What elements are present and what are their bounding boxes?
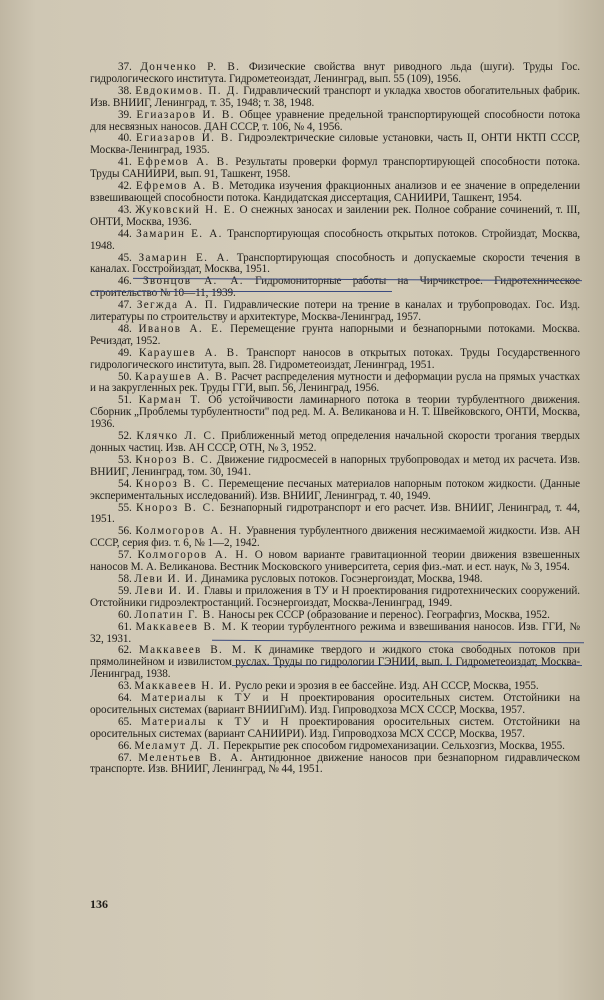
reference-text: Безнапорный гидротранспорт и его расчет. Изв. ВНИИГ, Ленинград, т. 44, 1951. bbox=[90, 501, 580, 526]
reference-number: 65 bbox=[118, 715, 129, 728]
reference-number: 61 bbox=[118, 620, 129, 633]
reference-entry: 37. Донченко Р. В. Физические свойства внут риводного льда (шуги). Труды Гос. гидрологического института. Гидрометеоиздат, Ленинград, вып. 55 (109), 1956. bbox=[90, 61, 580, 85]
reference-text: Транспортирующая способность открытых потоков. Стройиздат, Москва, 1948. bbox=[90, 227, 581, 252]
reference-author: Кнороз В. С. bbox=[135, 501, 216, 514]
reference-entry: 42. Ефремов А. В. Методика изучения фракционных анализов и ее значение в определении взвешивающей способности потока. Кандидатская диссертация, САНИИРИ, Ташкент, 1954. bbox=[90, 180, 580, 204]
reference-author: Зегжда А. П. bbox=[136, 299, 219, 312]
reference-text: Гидравлические потери на трение в каналах и трубопроводах. Гос. Изд. литературы по строительству и архитектуре, Москва-Ленинград, 1957. bbox=[90, 299, 580, 324]
reference-entry: 61. Маккавеев В. М. К теории турбулентного режима и взвешивания наносов. Изв. ГГИ, № 32, 1931. bbox=[90, 620, 580, 645]
reference-text: Перемещение грунта напорными и безнапорными потоками. Москва. Речиздат, 1952. bbox=[90, 322, 580, 347]
reference-author: Евдокимов. П. Д. bbox=[135, 84, 240, 97]
reference-text: проектирования оросительных систем. Отстойники на оросительных системах (вариант САНИИРИ). Изд. Гипроводхоза МСХ СССР, Москва, 1957. bbox=[90, 715, 580, 740]
reference-text: Перекрытие рек способом гидромеханизации. Сельхозгиз, Москва, 1955. bbox=[223, 739, 565, 752]
reference-text: О снежных заносах и заилении рек. Полное собрание сочинений, т. III, ОНТИ, Москва, 1936. bbox=[90, 203, 580, 228]
reference-text: Русло реки и эрозия в ее бассейне. Изд. АН СССР, Москва, 1955. bbox=[234, 680, 539, 693]
reference-entry: 47. Зегжда А. П. Гидравлические потери на трение в каналах и трубопроводах. Гос. Изд. литературы по строительству и архитектуре, Москва-Ленинград, 1957. bbox=[90, 299, 580, 324]
reference-text: Расчет распределения мутности и деформации русла на прямых участках и на закругленных рек. Труды ГГИ, вып. 56, Ленинград, 1956. bbox=[90, 370, 580, 395]
reference-author: Донченко Р. В. bbox=[140, 61, 241, 73]
reference-text: Транспортирующая способность и допускаемые скорости течения в каналах. Госстройиздат, Москва, 1951. bbox=[90, 251, 581, 276]
reference-entry: 55. Кнороз В. С. Безнапорный гидротранспорт и его расчет. Изв. ВНИИГ, Ленинград, т. 44, 1951. bbox=[90, 501, 580, 526]
reference-text: Общее уравнение предельной транспортирующей способности потока для несвязных наносов. ДАН СССР, т. 106, № 4, 1956. bbox=[90, 108, 580, 133]
reference-number: 42 bbox=[118, 180, 129, 193]
reference-number: 37 bbox=[118, 61, 129, 73]
reference-number: 39 bbox=[118, 108, 129, 121]
reference-author: Караушев А. В. bbox=[138, 346, 240, 359]
reference-number: 51 bbox=[118, 394, 129, 407]
reference-entry: 51. Карман Т. Об устойчивости ламинарного потока в теории турбулентного движения. Сборник „Проблемы турбулентности" под ред. М. А. Великанова и Н. Т. Швейковского, ОНТИ, Москва, 1936. bbox=[90, 394, 580, 431]
reference-number: 46 bbox=[118, 275, 129, 288]
reference-number: 44 bbox=[118, 227, 129, 240]
reference-entry: 58. Леви И. И. Динамика русловых потоков. Госэнергоиздат, Москва, 1948. bbox=[118, 572, 483, 585]
reference-text: Приближенный метод определения начальной скорости трогания твердых донных частиц. Изв. АН СССР, ОТН, № 3, 1952. bbox=[90, 430, 580, 454]
reference-entry: 57. Колмогоров А. Н. О новом варианте гравитационной теории движения взвешенных наносов М. А. Великанова. Вестник Московского университета, серия физ.-мат. и ест. наук, № 3, 1954. bbox=[90, 549, 580, 574]
reference-author: Клячко Л. С. bbox=[136, 430, 217, 443]
reference-number: 62 bbox=[118, 644, 129, 657]
reference-author: Ефремов А. В. bbox=[135, 180, 225, 193]
reference-number: 54 bbox=[118, 477, 129, 490]
reference-author: Карман Т. bbox=[138, 394, 202, 407]
reference-text: Движение гидросмесей в напорных трубопроводах и метод их расчета. Изв. ВНИИГ, Ленинград, том. 30, 1941. bbox=[90, 453, 580, 478]
reference-text: Транспорт наносов в открытых потоках. Труды Государственного гидрологического института, вып. 28. Гидрометеоиздат, Ленинград, 1951. bbox=[90, 346, 580, 371]
reference-text: проектирования оросительных систем. Отстойники на оросительных системах (вариант ВНИИГиМ). Изд. Гипроводхоза МСХ СССР, Москва, 1957. bbox=[90, 692, 580, 716]
reference-number: 53 bbox=[118, 453, 129, 466]
reference-author: Материалы к ТУ и Н bbox=[140, 715, 290, 728]
reference-entry: 62. Маккавеев В. М. К динамике твердого и жидкого стока свободных потоков при прямолинейном и извилистом руслах. Труды по гидрологии ГЭНИИ, вып. I. Гидрометеоиздат, Москва-Ленинград, 1938. bbox=[90, 644, 580, 681]
reference-text: К теории турбулентного режима и взвешивания наносов. Изв. ГГИ, № 32, 1931. bbox=[90, 620, 580, 645]
reference-number: 66 bbox=[118, 739, 129, 752]
reference-text: Гидравлический транспорт и укладка хвостов обогатительных фабрик. Изв. ВНИИГ, Ленинград, т. 35, 1948; т. 38, 1948. bbox=[90, 84, 580, 109]
reference-number: 47 bbox=[118, 299, 129, 312]
reference-number: 59 bbox=[118, 584, 129, 597]
reference-entry: 65. Материалы к ТУ и Н проектирования оросительных систем. Отстойники на оросительных системах (вариант САНИИРИ). Изд. Гипроводхоза МСХ СССР, Москва, 1957. bbox=[90, 715, 580, 740]
reference-entry: 63. Маккавеев Н. И. Русло реки и эрозия в ее бассейне. Изд. АН СССР, Москва, 1955. bbox=[118, 680, 539, 693]
reference-author: Маккавеев В. М. bbox=[138, 644, 248, 657]
page-number: 136 bbox=[90, 897, 108, 911]
pen-underline bbox=[91, 291, 392, 292]
reference-author: Жуковский Н. Е. bbox=[135, 203, 236, 216]
reference-number: 49 bbox=[118, 346, 129, 359]
reference-text: Методика изучения фракционных анализов и ее значение в определении взвешивающей способности потока. Кандидатская диссертация, САНИИРИ, Ташкент, 1954. bbox=[90, 180, 580, 204]
reference-number: 43 bbox=[118, 203, 129, 216]
reference-text: О новом варианте гравитационной теории движения взвешенных наносов М. А. Великанова. Вестник Московского университета, серия физ.-мат. и ест. наук, № 3, 1954. bbox=[90, 549, 580, 574]
reference-text: Гидромониторные работы на Чирчикстрое. Гидротехническое строительство № 10—11, 1939. bbox=[90, 275, 580, 300]
reference-entry: 60. Лопатин Г. В. Наносы рек СССР (образование и перенос). Географгиз, Москва, 1952. bbox=[118, 608, 550, 621]
reference-author: Караушев А. В. bbox=[135, 370, 228, 383]
reference-author: Мелентьев В. А. bbox=[138, 751, 244, 764]
reference-number: 40 bbox=[118, 132, 129, 145]
reference-author: Лопатин Г. В. bbox=[134, 608, 216, 621]
reference-entry: 45. Замарин Е. А. Транспортирующая способность и допускаемые скорости течения в каналах. Госстройиздат, Москва, 1951. bbox=[90, 251, 581, 276]
reference-number: 52 bbox=[118, 430, 129, 443]
pen-underline bbox=[232, 665, 582, 666]
reference-entry: 39. Егиазаров И. В. Общее уравнение предельной транспортирующей способности потока для несвязных наносов. ДАН СССР, т. 106, № 4, 1956. bbox=[90, 108, 580, 133]
reference-author: Леви И. И. bbox=[134, 572, 199, 585]
reference-entry: 56. Колмогоров А. Н. Уравнения турбулентного движения несжимаемой жидкости. Изв. АН СССР, серия физ. т. 6, № 1—2, 1942. bbox=[90, 525, 580, 550]
reference-number: 41 bbox=[118, 156, 129, 169]
reference-author: Кнороз В. С. bbox=[135, 453, 214, 466]
reference-number: 67 bbox=[118, 751, 129, 764]
reference-number: 56 bbox=[118, 525, 129, 538]
reference-entry: 54. Кнороз В. С. Перемещение песчаных материалов напорным потоком жидкости. (Данные экспериментальных исследований). Изв. ВНИИГ, Ленинград, т. 40, 1949. bbox=[90, 477, 580, 502]
reference-entry: 44. Замарин Е. А. Транспортирующая способность открытых потоков. Стройиздат, Москва, 1948. bbox=[90, 227, 581, 252]
reference-entry: 67. Мелентьев В. А. Антидюнное движение наносов при безнапорном гидравлическом транспорте. Изв. ВНИИГ, Ленинград, № 44, 1951. bbox=[90, 751, 580, 776]
reference-author: Маккавеев Н. И. bbox=[134, 680, 233, 693]
reference-text: Динамика русловых потоков. Госэнергоиздат, Москва, 1948. bbox=[201, 572, 483, 585]
reference-text: К динамике твердого и жидкого стока свободных потоков при прямолинейном и извилистом руслах. Труды по гидрологии ГЭНИИ, вып. I. Гидрометеоиздат, Москва-Ленинград, 1938. bbox=[90, 644, 580, 681]
reference-number: 60 bbox=[118, 608, 129, 621]
reference-number: 58 bbox=[118, 572, 129, 585]
reference-author: Меламут Д. Л. bbox=[134, 739, 221, 752]
reference-author: Леви И. И. bbox=[135, 584, 201, 597]
reference-author: Кнороз В. С. bbox=[135, 477, 215, 490]
reference-author: Замарин Е. А. bbox=[136, 227, 223, 240]
reference-number: 55 bbox=[118, 501, 129, 514]
reference-entry: 52. Клячко Л. С. Приближенный метод определения начальной скорости трогания твердых донных частиц. Изв. АН СССР, ОТН, № 3, 1952. bbox=[90, 430, 580, 454]
reference-entry: 38. Евдокимов. П. Д. Гидравлический транспорт и укладка хвостов обогатительных фабрик. Изв. ВНИИГ, Ленинград, т. 35, 1948; т. 38, 1948. bbox=[90, 84, 580, 109]
reference-text: Антидюнное движение наносов при безнапорном гидравлическом транспорте. Изв. ВНИИГ, Ленинград, № 44, 1951. bbox=[90, 751, 580, 776]
reference-author: Маккавеев В. М. bbox=[135, 620, 237, 633]
reference-author: Колмогоров А. Н. bbox=[135, 525, 243, 538]
reference-number: 63 bbox=[118, 680, 129, 693]
reference-entry: 46. Звонцов А. А. Гидромониторные работы на Чирчикстрое. Гидротехническое строительство № 10—11, 1939. bbox=[90, 275, 580, 300]
reference-entry: 50. Караушев А. В. Расчет распределения мутности и деформации русла на прямых участках и на закругленных рек. Труды ГГИ, вып. 56, Ленинград, 1956. bbox=[90, 370, 580, 395]
reference-number: 64 bbox=[118, 692, 129, 705]
reference-entry: 40. Егиазаров И. В. Гидроэлектрические силовые установки, часть II, ОНТИ НКТП СССР, Москва-Ленинград, 1935. bbox=[90, 132, 580, 157]
reference-author: Иванов А. Е. bbox=[138, 322, 224, 335]
reference-entry: 49. Караушев А. В. Транспорт наносов в открытых потоках. Труды Государственного гидрологического института, вып. 28. Гидрометеоиздат, Ленинград, 1951. bbox=[90, 346, 580, 371]
reference-author: Егиазаров И. В. bbox=[136, 132, 234, 145]
reference-entry: 59. Леви И. И. Главы и приложения в ТУ и Н проектирования гидротехнических сооружений. Отстойники гидроэлектростанций. Госэнергоиздат, Москва-Ленинград, 1949. bbox=[90, 584, 580, 609]
reference-author: Звонцов А. А. bbox=[143, 275, 244, 288]
reference-entry: 64. Материалы к ТУ и Н проектирования оросительных систем. Отстойники на оросительных системах (вариант ВНИИГиМ). Изд. Гипроводхоза МСХ СССР, Москва, 1957. bbox=[90, 692, 580, 716]
reference-text: Результаты проверки формул транспортирующей способности потока. Труды САНИИРИ, вып. 91, Ташкент, 1958. bbox=[90, 156, 580, 181]
reference-number: 57 bbox=[118, 549, 129, 562]
reference-text: Главы и приложения в ТУ и Н проектирования гидротехнических сооружений. Отстойники гидроэлектростанций. Госэнергоиздат, Москва-Ленинград, 1949. bbox=[90, 584, 580, 609]
reference-entry: 48. Иванов А. Е. Перемещение грунта напорными и безнапорными потоками. Москва. Речиздат, 1952. bbox=[90, 322, 580, 347]
reference-author: Егиазаров И. В. bbox=[136, 108, 235, 121]
reference-text: Гидроэлектрические силовые установки, часть II, ОНТИ НКТП СССР, Москва-Ленинград, 1935. bbox=[90, 132, 580, 157]
reference-entry: 43. Жуковский Н. Е. О снежных заносах и заилении рек. Полное собрание сочинений, т. III, ОНТИ, Москва, 1936. bbox=[90, 203, 580, 228]
reference-text: Наносы рек СССР (образование и перенос). Географгиз, Москва, 1952. bbox=[218, 608, 550, 621]
reference-entry: 53. Кнороз В. С. Движение гидросмесей в напорных трубопроводах и метод их расчета. Изв. ВНИИГ, Ленинград, том. 30, 1941. bbox=[90, 453, 580, 478]
reference-author: Колмогоров А. Н. bbox=[137, 549, 249, 562]
reference-number: 50 bbox=[118, 370, 129, 383]
reference-number: 45 bbox=[118, 251, 129, 264]
reference-entry: 41. Ефремов А. В. Результаты проверки формул транспортирующей способности потока. Труды САНИИРИ, вып. 91, Ташкент, 1958. bbox=[90, 156, 580, 181]
reference-author: Ефремов А. В. bbox=[137, 156, 230, 169]
reference-text: Перемещение песчаных материалов напорным потоком жидкости. (Данные экспериментальных исследований). Изв. ВНИИГ, Ленинград, т. 40, 1949. bbox=[90, 477, 580, 502]
reference-text: Уравнения турбулентного движения несжимаемой жидкости. Изв. АН СССР, серия физ. т. 6, № 1—2, 1942. bbox=[90, 525, 580, 550]
reference-author: Замарин Е. А. bbox=[138, 251, 230, 264]
reference-number: 48 bbox=[118, 322, 129, 335]
reference-entry: 66. Меламут Д. Л. Перекрытие рек способом гидромеханизации. Сельхозгиз, Москва, 1955. bbox=[118, 739, 565, 752]
bibliography-list bbox=[90, 62, 580, 776]
reference-text: Физические свойства внут риводного льда (шуги). Труды Гос. гидрологического института. Гидрометеоиздат, Ленинград, вып. 55 (109), 1956. bbox=[90, 61, 580, 85]
reference-author: Материалы к ТУ и Н bbox=[140, 692, 290, 705]
reference-text: Об устойчивости ламинарного потока в теории турбулентного движения. Сборник „Проблемы турбулентности" под ред. М. А. Великанова и Н. Т. Швейковского, ОНТИ, Москва, 1936. bbox=[90, 394, 580, 431]
reference-number: 38 bbox=[118, 84, 129, 97]
